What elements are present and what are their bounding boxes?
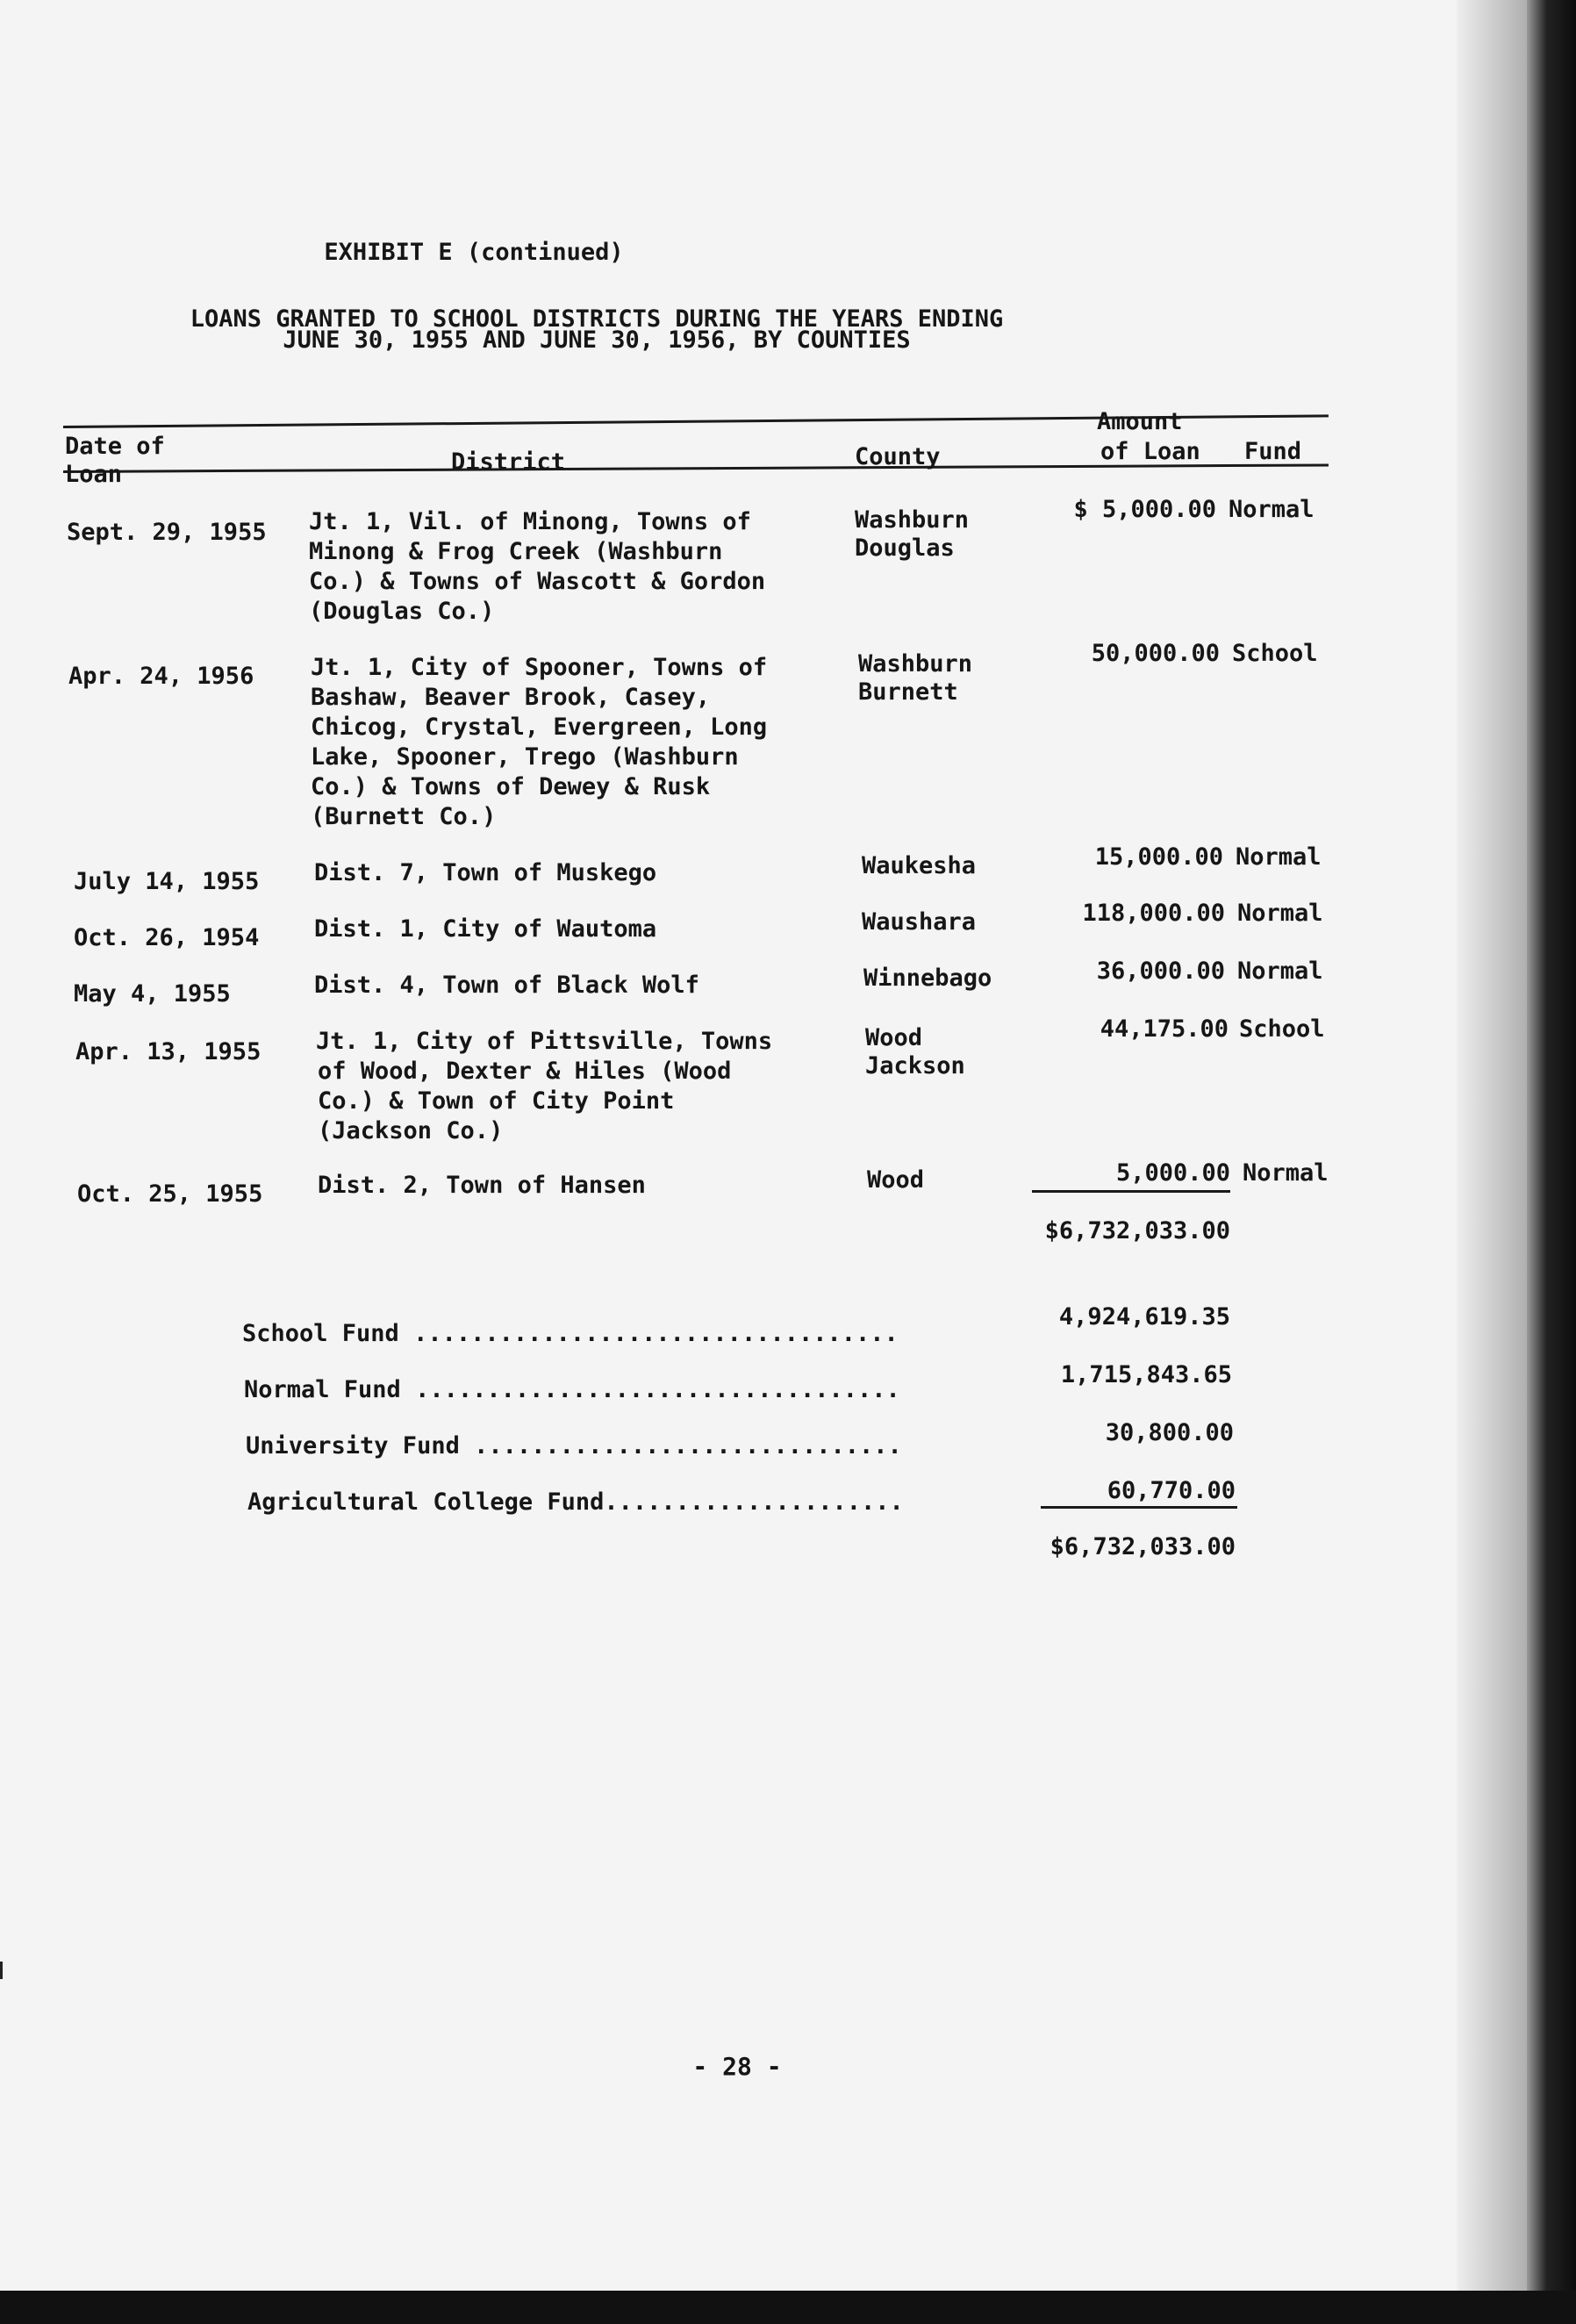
district-line: Jt. 1, City of Spooner, Towns of: [311, 654, 768, 681]
loan-date: July 14, 1955: [74, 868, 260, 895]
district-line: Co.) & Towns of Wascott & Gordon: [309, 568, 766, 595]
district-line: Dist. 4, Town of Black Wolf: [314, 972, 699, 999]
title-line-1: LOANS GRANTED TO SCHOOL DISTRICTS DURING THE YEARS ENDING: [190, 305, 1004, 333]
district-line: (Jackson Co.): [318, 1117, 504, 1144]
page-number: - 28 -: [692, 2052, 782, 2081]
fund-summary-value: 1,715,843.65: [1060, 1361, 1232, 1388]
scan-border-bottom: [0, 2291, 1576, 2324]
col-header-amount-2: of Loan: [1100, 438, 1200, 465]
col-header-district: District: [451, 448, 566, 476]
fund: Normal: [1229, 496, 1315, 523]
fund: Normal: [1237, 900, 1323, 927]
county: Washburn: [858, 650, 973, 678]
county: Wood: [867, 1166, 925, 1194]
district-line: (Burnett Co.): [311, 803, 497, 830]
county: Douglas: [855, 534, 955, 562]
district-line: Jt. 1, City of Pittsville, Towns: [316, 1028, 773, 1055]
county: Jackson: [865, 1052, 965, 1080]
district-line: Bashaw, Beaver Brook, Casey,: [311, 684, 711, 711]
fund-summary-value: 30,800.00: [1105, 1419, 1234, 1446]
page-edge-shadow: [1457, 0, 1527, 2324]
fund-summary-label: Agricultural College Fund.....................: [247, 1488, 904, 1516]
fund: School: [1232, 640, 1318, 667]
fund-summary-label: Normal Fund ..................................: [244, 1376, 900, 1403]
fund: Normal: [1243, 1159, 1329, 1187]
county: Winnebago: [863, 965, 992, 992]
district-line: (Douglas Co.): [309, 598, 495, 625]
title-line-2: JUNE 30, 1955 AND JUNE 30, 1956, BY COUNTIES: [283, 326, 911, 354]
col-header-amount-1: Amount: [1097, 408, 1183, 435]
funds-total: $6,732,033.00: [1049, 1533, 1236, 1560]
loan-amount: 15,000.00: [1094, 843, 1223, 871]
col-header-county: County: [855, 443, 941, 470]
col-header-date-1: Date of: [65, 433, 165, 460]
fund: School: [1239, 1015, 1325, 1043]
subtotal-rule: [1032, 1190, 1230, 1193]
district-line: Dist. 1, City of Wautoma: [314, 915, 657, 943]
county: Washburn: [855, 506, 970, 534]
loan-amount: 50,000.00: [1091, 640, 1220, 667]
district-line: Jt. 1, Vil. of Minong, Towns of: [309, 508, 751, 535]
county: Wood: [865, 1024, 923, 1051]
district-line: Dist. 7, Town of Muskego: [314, 859, 657, 886]
exhibit-heading: EXHIBIT E (continued): [324, 239, 624, 266]
loan-amount: 44,175.00: [1100, 1015, 1229, 1043]
district-line: Dist. 2, Town of Hansen: [318, 1172, 646, 1199]
fund: Normal: [1236, 843, 1322, 871]
loan-date: Apr. 13, 1955: [75, 1038, 261, 1065]
margin-mark: [0, 1962, 3, 1979]
fund-summary-value: 4,924,619.35: [1058, 1303, 1230, 1331]
scan-border-right: [1527, 0, 1576, 2324]
district-line: Chicog, Crystal, Evergreen, Long: [311, 714, 768, 741]
district-line: of Wood, Dexter & Hiles (Wood: [318, 1058, 732, 1085]
grand-total: $6,732,033.00: [1044, 1217, 1230, 1244]
loan-date: Oct. 26, 1954: [74, 924, 260, 951]
district-line: Co.) & Town of City Point: [318, 1087, 675, 1115]
district-line: Lake, Spooner, Trego (Washburn: [311, 743, 739, 771]
loan-amount: 118,000.00: [1082, 900, 1225, 927]
county: Waukesha: [862, 852, 977, 879]
loan-date: Sept. 29, 1955: [67, 519, 267, 546]
loan-date: Apr. 24, 1956: [68, 663, 254, 690]
loan-amount: 5,000.00: [1115, 1159, 1230, 1187]
loan-date: May 4, 1955: [74, 980, 231, 1008]
district-line: Co.) & Towns of Dewey & Rusk: [311, 773, 711, 800]
loan-date: Oct. 25, 1955: [77, 1180, 263, 1208]
col-header-fund: Fund: [1244, 438, 1302, 465]
fund-summary-label: School Fund ..................................: [242, 1320, 899, 1347]
district-line: Minong & Frog Creek (Washburn: [309, 538, 723, 565]
loan-amount: $ 5,000.00: [1073, 496, 1216, 523]
county: Burnett: [858, 678, 958, 706]
col-header-date-2: Loan: [65, 461, 123, 488]
funds-subtotal-rule: [1041, 1506, 1237, 1509]
fund-summary-label: University Fund ..............................: [246, 1432, 902, 1460]
fund: Normal: [1237, 958, 1323, 985]
county: Waushara: [862, 908, 977, 936]
loan-amount: 36,000.00: [1096, 958, 1225, 985]
fund-summary-value: 60,770.00: [1107, 1477, 1236, 1504]
